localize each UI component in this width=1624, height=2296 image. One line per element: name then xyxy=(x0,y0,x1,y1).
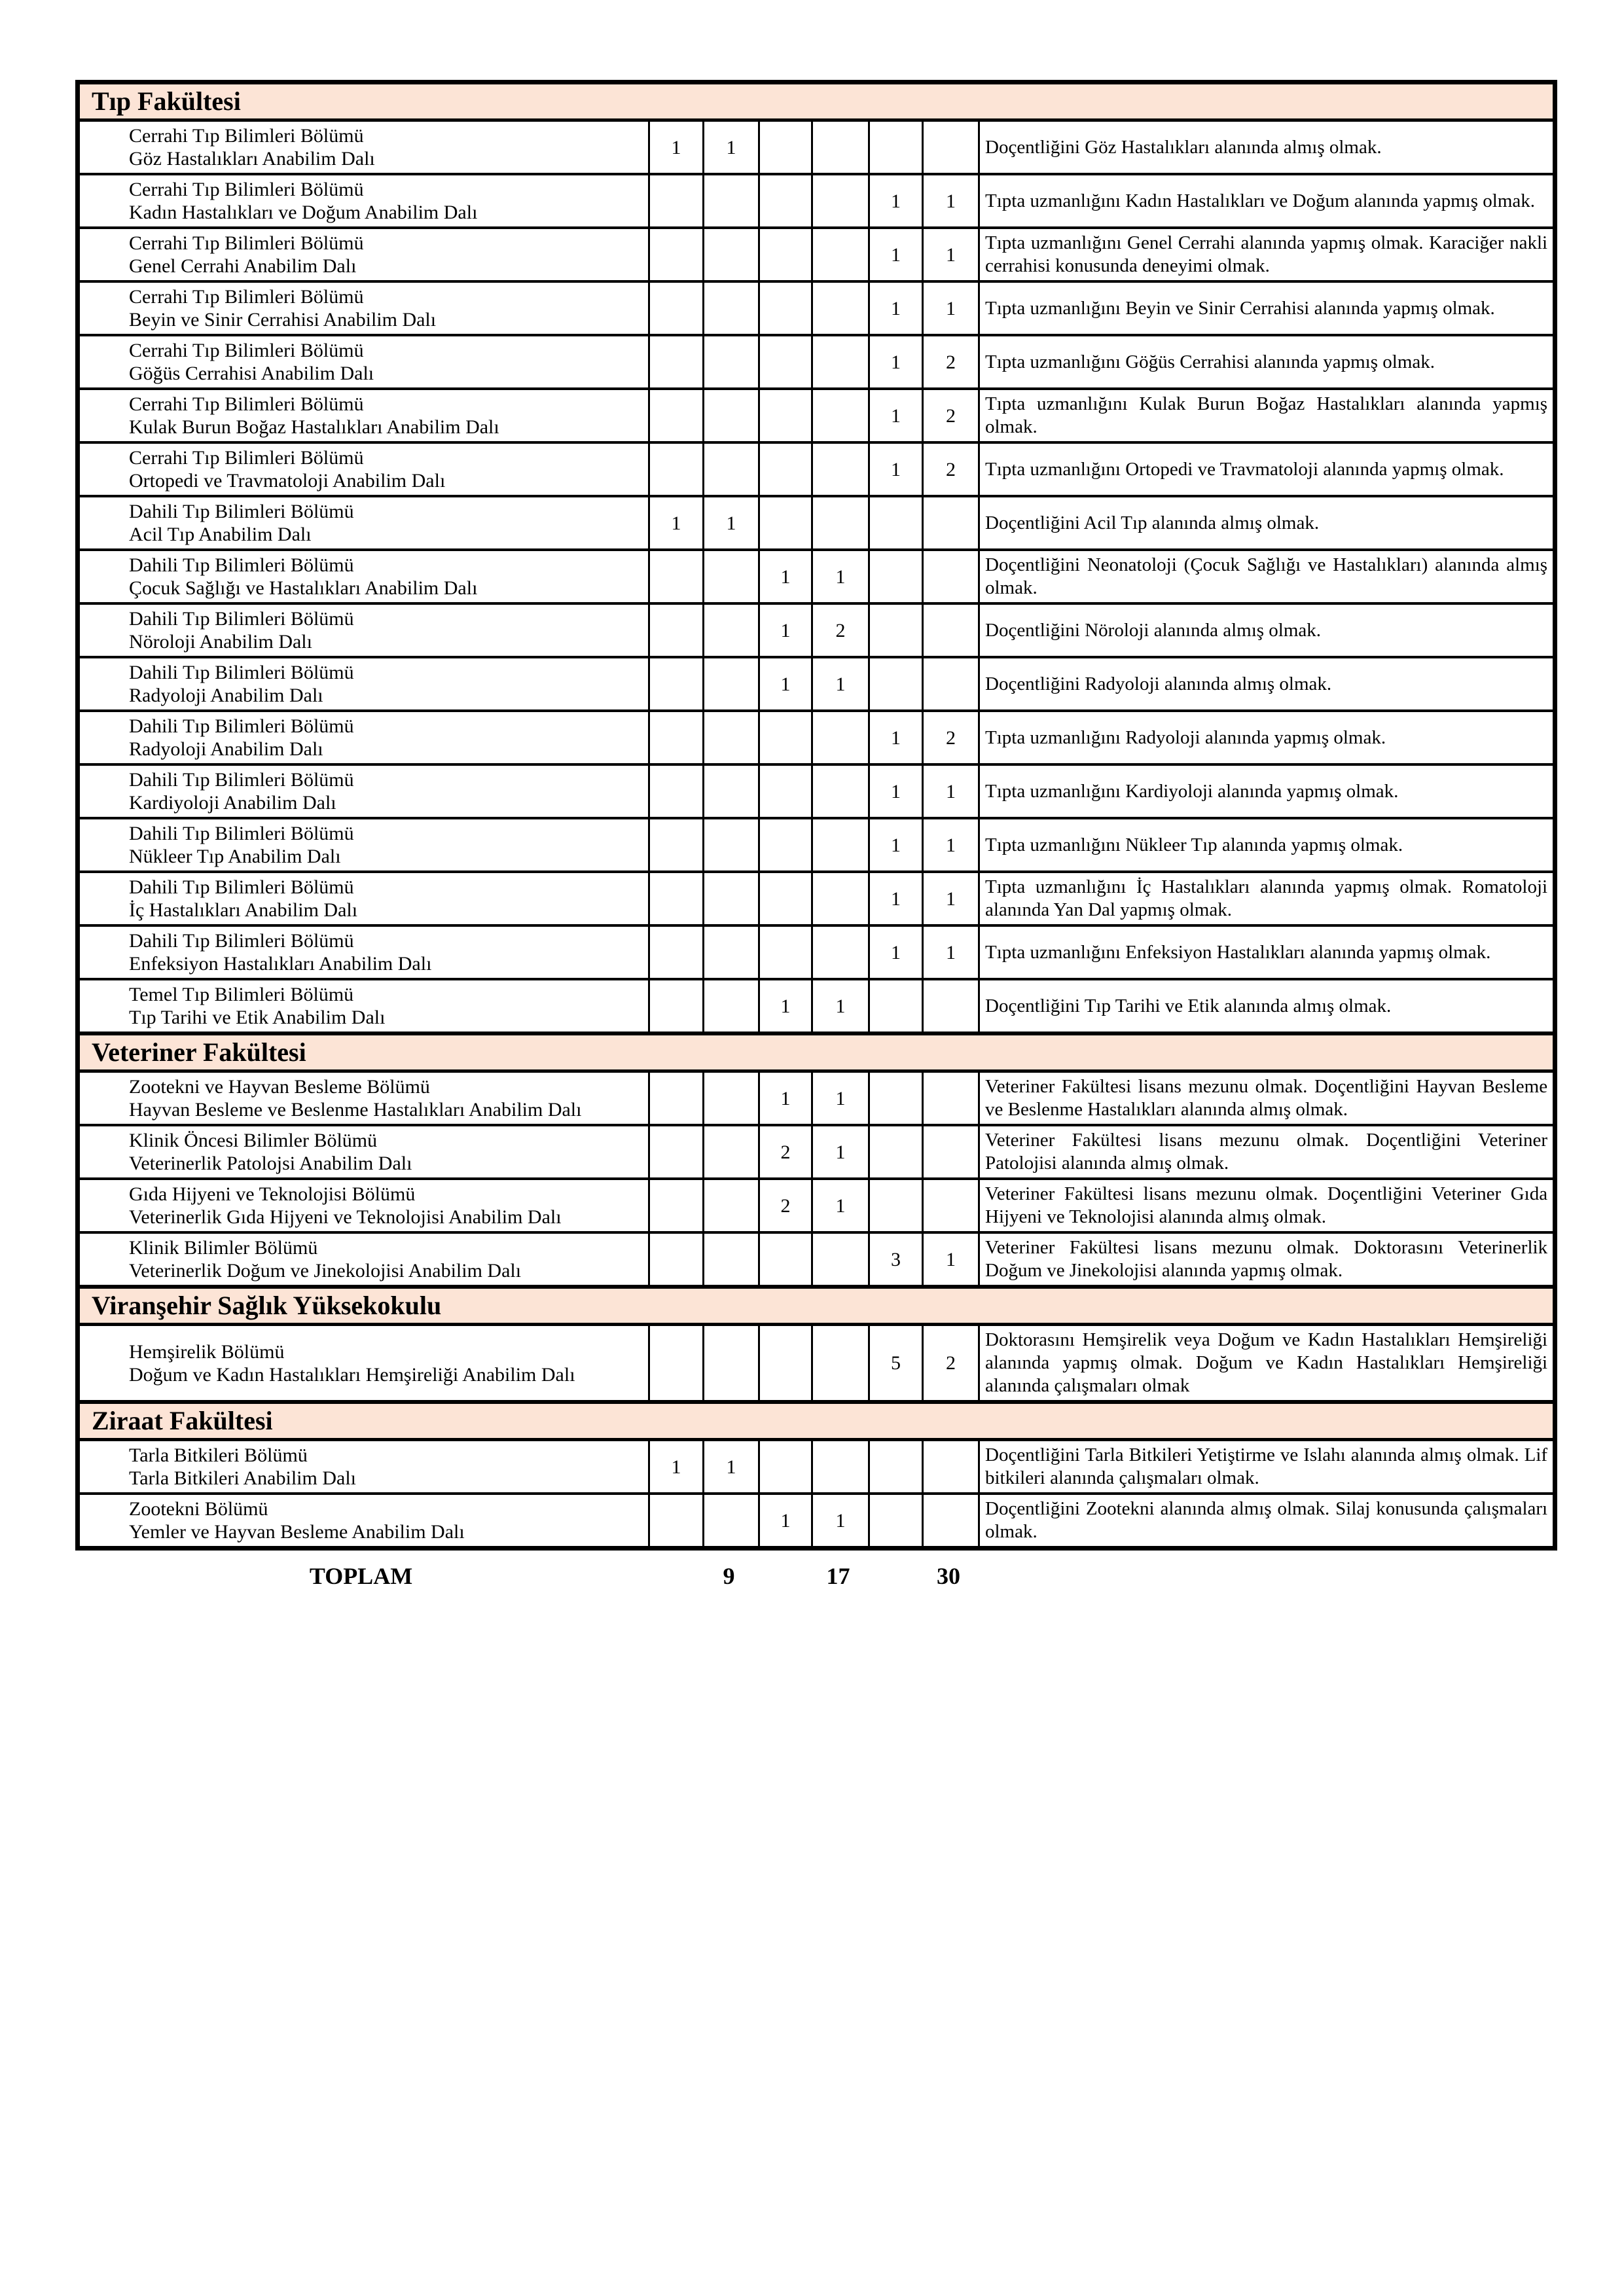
count-col-6: 2 xyxy=(923,711,979,764)
count-col-3 xyxy=(759,335,812,389)
count-col-5: 1 xyxy=(869,711,923,764)
table-row xyxy=(78,550,1555,603)
totals-label: TOPLAM xyxy=(309,1563,413,1589)
program-name: Doğum ve Kadın Hastalıkları Hemşireliği Anabilim Dalı xyxy=(129,1363,575,1386)
count-col-6: 2 xyxy=(923,335,979,389)
page xyxy=(75,80,1553,1609)
department-cell xyxy=(78,1125,649,1179)
program-name: Beyin ve Sinir Cerrahisi Anabilim Dalı xyxy=(129,309,437,331)
requirement-cell: Doçentliğini Acil Tıp alanında almış olmak. xyxy=(979,496,1555,550)
department-cell xyxy=(78,174,649,228)
count-col-1 xyxy=(649,657,704,711)
count-col-3: 1 xyxy=(759,979,812,1033)
count-col-4: 1 xyxy=(812,550,869,603)
count-col-3 xyxy=(759,1232,812,1287)
department-name: Dahili Tıp Bilimleri Bölümü xyxy=(129,769,354,791)
count-col-5 xyxy=(869,1071,923,1126)
program-name: Çocuk Sağlığı ve Hastalıkları Anabilim Dalı xyxy=(129,577,478,599)
count-col-1 xyxy=(649,228,704,281)
count-col-3 xyxy=(759,872,812,925)
count-col-1 xyxy=(649,603,704,657)
count-col-2 xyxy=(704,872,759,925)
count-col-1: 1 xyxy=(649,1440,704,1494)
count-col-1: 1 xyxy=(649,120,704,175)
department-cell xyxy=(78,872,649,925)
count-col-1 xyxy=(649,442,704,496)
count-col-5 xyxy=(869,120,923,175)
department-name: Cerrahi Tıp Bilimleri Bölümü xyxy=(129,125,364,147)
department-cell xyxy=(78,925,649,979)
count-col-5: 1 xyxy=(869,389,923,442)
count-col-5 xyxy=(869,1179,923,1232)
count-col-6 xyxy=(923,496,979,550)
program-name: Kadın Hastalıkları ve Doğum Anabilim Dalı xyxy=(129,202,478,223)
count-col-6 xyxy=(923,550,979,603)
department-cell xyxy=(78,1325,649,1403)
department-name: Klinik Bilimler Bölümü xyxy=(129,1237,318,1259)
table-row xyxy=(78,442,1555,496)
count-col-1 xyxy=(649,1125,704,1179)
table-row xyxy=(78,1494,1555,1549)
count-col-4: 1 xyxy=(812,1494,869,1549)
table-row xyxy=(78,1071,1555,1126)
department-cell xyxy=(78,389,649,442)
department-cell xyxy=(78,550,649,603)
count-col-2 xyxy=(704,1179,759,1232)
count-col-3 xyxy=(759,228,812,281)
count-col-3 xyxy=(759,281,812,335)
count-col-6: 2 xyxy=(923,442,979,496)
count-col-6 xyxy=(923,120,979,175)
requirement-cell: Doçentliğini Zootekni alanında almış olmak. Silaj konusunda çalışmaları olmak. xyxy=(979,1494,1555,1549)
program-name: Radyoloji Anabilim Dalı xyxy=(129,738,323,760)
count-col-6: 1 xyxy=(923,281,979,335)
requirement-cell: Veteriner Fakültesi lisans mezunu olmak. Doçentliğini Hayvan Besleme ve Beslenme Hastalıkları alanında almış olmak. xyxy=(979,1071,1555,1126)
count-col-5: 1 xyxy=(869,764,923,818)
count-col-3 xyxy=(759,818,812,872)
count-col-1 xyxy=(649,711,704,764)
count-col-1: 1 xyxy=(649,496,704,550)
count-col-1 xyxy=(649,925,704,979)
count-col-4 xyxy=(812,1325,869,1403)
count-col-4 xyxy=(812,1440,869,1494)
requirement-cell: Veteriner Fakültesi lisans mezunu olmak. Doçentliğini Veteriner Gıda Hijyeni ve Teknolojisi alanında almış olmak. xyxy=(979,1179,1555,1232)
count-col-3 xyxy=(759,764,812,818)
count-col-1 xyxy=(649,979,704,1033)
table-row xyxy=(78,496,1555,550)
count-col-2: 1 xyxy=(704,496,759,550)
count-col-1 xyxy=(649,872,704,925)
count-col-4 xyxy=(812,711,869,764)
count-col-6 xyxy=(923,1125,979,1179)
count-col-6: 1 xyxy=(923,872,979,925)
department-cell xyxy=(78,711,649,764)
requirement-cell: Doçentliğini Neonatoloji (Çocuk Sağlığı ve Hastalıkları) alanında almış olmak. xyxy=(979,550,1555,603)
program-name: Göz Hastalıkları Anabilim Dalı xyxy=(129,148,375,170)
total-count-col6: 30 xyxy=(937,1563,960,1589)
program-name: Genel Cerrahi Anabilim Dalı xyxy=(129,255,357,277)
count-col-6: 1 xyxy=(923,925,979,979)
total-count-col4: 17 xyxy=(826,1563,850,1589)
count-col-5 xyxy=(869,979,923,1033)
department-cell xyxy=(78,1494,649,1549)
count-col-2 xyxy=(704,603,759,657)
count-col-4 xyxy=(812,764,869,818)
count-col-3: 1 xyxy=(759,1494,812,1549)
department-cell xyxy=(78,496,649,550)
count-col-3: 1 xyxy=(759,657,812,711)
department-name: Zootekni Bölümü xyxy=(129,1498,268,1520)
requirement-cell: Doçentliğini Tıp Tarihi ve Etik alanında almış olmak. xyxy=(979,979,1555,1033)
program-name: Acil Tıp Anabilim Dalı xyxy=(129,524,312,545)
count-col-3: 1 xyxy=(759,1071,812,1126)
program-name: Veterinerlik Gıda Hijyeni ve Teknolojisi Anabilim Dalı xyxy=(129,1206,562,1228)
requirement-cell: Tıpta uzmanlığını İç Hastalıkları alanında yapmış olmak. Romatoloji alanında Yan Dal yapmış olmak. xyxy=(979,872,1555,925)
program-name: Tarla Bitkileri Anabilim Dalı xyxy=(129,1467,356,1489)
count-col-2 xyxy=(704,1494,759,1549)
department-cell xyxy=(78,120,649,175)
table-row xyxy=(78,335,1555,389)
count-col-5: 1 xyxy=(869,442,923,496)
count-col-3 xyxy=(759,174,812,228)
table-row xyxy=(78,1125,1555,1179)
count-col-6 xyxy=(923,1179,979,1232)
requirement-cell: Veteriner Fakültesi lisans mezunu olmak. Doçentliğini Veteriner Patolojisi alanında almış olmak. xyxy=(979,1125,1555,1179)
count-col-6: 1 xyxy=(923,1232,979,1287)
department-cell xyxy=(78,603,649,657)
count-col-2 xyxy=(704,979,759,1033)
count-col-4 xyxy=(812,389,869,442)
department-name: Dahili Tıp Bilimleri Bölümü xyxy=(129,823,354,844)
requirement-cell: Tıpta uzmanlığını Kardiyoloji alanında yapmış olmak. xyxy=(979,764,1555,818)
count-col-2 xyxy=(704,1325,759,1403)
count-col-3 xyxy=(759,442,812,496)
department-name: Dahili Tıp Bilimleri Bölümü xyxy=(129,501,354,522)
department-cell xyxy=(78,979,649,1033)
faculty-name: Viranşehir Sağlık Yüksekokulu xyxy=(78,1287,1555,1325)
count-col-5: 1 xyxy=(869,281,923,335)
count-col-2 xyxy=(704,228,759,281)
table-row xyxy=(78,174,1555,228)
count-col-6: 2 xyxy=(923,389,979,442)
department-cell xyxy=(78,1179,649,1232)
count-col-4 xyxy=(812,228,869,281)
count-col-3: 1 xyxy=(759,603,812,657)
requirement-cell: Doçentliğini Radyoloji alanında almış olmak. xyxy=(979,657,1555,711)
count-col-2 xyxy=(704,925,759,979)
count-col-3 xyxy=(759,496,812,550)
count-col-6 xyxy=(923,1494,979,1549)
table-row xyxy=(78,979,1555,1033)
table-row xyxy=(78,711,1555,764)
table-row xyxy=(78,120,1555,175)
count-col-4: 1 xyxy=(812,1179,869,1232)
count-col-4 xyxy=(812,818,869,872)
requirement-cell: Veteriner Fakültesi lisans mezunu olmak. Doktorasını Veterinerlik Doğum ve Jinekolojisi alanında yapmış olmak. xyxy=(979,1232,1555,1287)
requirement-cell: Doktorasını Hemşirelik veya Doğum ve Kadın Hastalıkları Hemşireliği alanında yapmış olmak. Doğum ve Kadın Hastalıkları Hemşireliği alanında çalışmaları olmak xyxy=(979,1325,1555,1403)
department-name: Zootekni ve Hayvan Besleme Bölümü xyxy=(129,1076,430,1098)
table-row xyxy=(78,389,1555,442)
count-col-1 xyxy=(649,281,704,335)
table-row xyxy=(78,1440,1555,1494)
program-name: İç Hastalıkları Anabilim Dalı xyxy=(129,899,358,921)
count-col-1 xyxy=(649,1232,704,1287)
count-col-5: 1 xyxy=(869,174,923,228)
count-col-5 xyxy=(869,550,923,603)
table-row xyxy=(78,603,1555,657)
count-col-5 xyxy=(869,1494,923,1549)
count-col-6 xyxy=(923,1071,979,1126)
department-name: Klinik Öncesi Bilimler Bölümü xyxy=(129,1130,378,1151)
department-name: Dahili Tıp Bilimleri Bölümü xyxy=(129,715,354,737)
count-col-2 xyxy=(704,442,759,496)
department-name: Cerrahi Tıp Bilimleri Bölümü xyxy=(129,286,364,308)
count-col-3 xyxy=(759,1440,812,1494)
count-col-4: 1 xyxy=(812,979,869,1033)
count-col-2 xyxy=(704,281,759,335)
department-name: Dahili Tıp Bilimleri Bölümü xyxy=(129,554,354,576)
count-col-6: 1 xyxy=(923,764,979,818)
department-name: Dahili Tıp Bilimleri Bölümü xyxy=(129,876,354,898)
count-col-1 xyxy=(649,550,704,603)
count-col-2 xyxy=(704,657,759,711)
department-name: Hemşirelik Bölümü xyxy=(129,1340,285,1363)
program-name: Ortopedi ve Travmatoloji Anabilim Dalı xyxy=(129,470,446,492)
count-col-5: 1 xyxy=(869,818,923,872)
count-col-6: 2 xyxy=(923,1325,979,1403)
count-col-3 xyxy=(759,925,812,979)
program-name: Veterinerlik Doğum ve Jinekolojisi Anabilim Dalı xyxy=(129,1260,522,1282)
department-name: Dahili Tıp Bilimleri Bölümü xyxy=(129,608,354,630)
department-name: Cerrahi Tıp Bilimleri Bölümü xyxy=(129,393,364,415)
count-col-4: 2 xyxy=(812,603,869,657)
count-col-3: 2 xyxy=(759,1125,812,1179)
requirement-cell: Tıpta uzmanlığını Radyoloji alanında yapmış olmak. xyxy=(979,711,1555,764)
department-name: Dahili Tıp Bilimleri Bölümü xyxy=(129,662,354,683)
academic-positions-table xyxy=(75,80,1557,1551)
count-col-5 xyxy=(869,1440,923,1494)
count-col-4 xyxy=(812,335,869,389)
count-col-4 xyxy=(812,1232,869,1287)
requirement-cell: Tıpta uzmanlığını Kulak Burun Boğaz Hastalıkları alanında yapmış olmak. xyxy=(979,389,1555,442)
count-col-5 xyxy=(869,657,923,711)
requirement-cell: Doçentliğini Tarla Bitkileri Yetiştirme ve Islahı alanında almış olmak. Lif bitkileri alanında çalışmaları olmak. xyxy=(979,1440,1555,1494)
total-count-col2: 9 xyxy=(723,1563,735,1589)
program-name: Hayvan Besleme ve Beslenme Hastalıkları Anabilim Dalı xyxy=(129,1099,582,1121)
count-col-1 xyxy=(649,389,704,442)
department-name: Cerrahi Tıp Bilimleri Bölümü xyxy=(129,232,364,254)
faculty-name: Veteriner Fakültesi xyxy=(78,1033,1555,1071)
count-col-5: 1 xyxy=(869,228,923,281)
department-name: Cerrahi Tıp Bilimleri Bölümü xyxy=(129,340,364,361)
table-row xyxy=(78,1232,1555,1287)
program-name: Nükleer Tıp Anabilim Dalı xyxy=(129,846,341,867)
count-col-4 xyxy=(812,174,869,228)
count-col-1 xyxy=(649,1071,704,1126)
count-col-2 xyxy=(704,764,759,818)
department-cell xyxy=(78,657,649,711)
count-col-4 xyxy=(812,442,869,496)
count-col-2 xyxy=(704,550,759,603)
count-col-5: 1 xyxy=(869,872,923,925)
count-col-2 xyxy=(704,174,759,228)
count-col-3: 2 xyxy=(759,1179,812,1232)
department-name: Cerrahi Tıp Bilimleri Bölümü xyxy=(129,179,364,200)
requirement-cell: Doçentliğini Göz Hastalıkları alanında almış olmak. xyxy=(979,120,1555,175)
table-row xyxy=(78,281,1555,335)
count-col-6: 1 xyxy=(923,174,979,228)
count-col-5 xyxy=(869,496,923,550)
count-col-5: 1 xyxy=(869,335,923,389)
department-cell xyxy=(78,442,649,496)
count-col-6 xyxy=(923,603,979,657)
count-col-4 xyxy=(812,120,869,175)
count-col-2 xyxy=(704,1071,759,1126)
faculty-name: Ziraat Fakültesi xyxy=(78,1402,1555,1440)
count-col-1 xyxy=(649,174,704,228)
department-name: Temel Tıp Bilimleri Bölümü xyxy=(129,984,354,1005)
department-cell xyxy=(78,335,649,389)
faculty-section-header xyxy=(78,1402,1555,1440)
count-col-3 xyxy=(759,711,812,764)
count-col-5: 1 xyxy=(869,925,923,979)
count-col-4 xyxy=(812,872,869,925)
count-col-3: 1 xyxy=(759,550,812,603)
department-name: Cerrahi Tıp Bilimleri Bölümü xyxy=(129,447,364,469)
count-col-6: 1 xyxy=(923,228,979,281)
count-col-1 xyxy=(649,335,704,389)
count-col-1 xyxy=(649,818,704,872)
count-col-6 xyxy=(923,1440,979,1494)
department-name: Dahili Tıp Bilimleri Bölümü xyxy=(129,930,354,952)
department-name: Gıda Hijyeni ve Teknolojisi Bölümü xyxy=(129,1183,416,1205)
requirement-cell: Tıpta uzmanlığını Beyin ve Sinir Cerrahisi alanında yapmış olmak. xyxy=(979,281,1555,335)
count-col-2 xyxy=(704,1232,759,1287)
count-col-3 xyxy=(759,1325,812,1403)
count-col-6 xyxy=(923,979,979,1033)
count-col-2: 1 xyxy=(704,1440,759,1494)
count-col-2 xyxy=(704,389,759,442)
program-name: Enfeksiyon Hastalıkları Anabilim Dalı xyxy=(129,953,432,975)
count-col-4 xyxy=(812,496,869,550)
table-row xyxy=(78,1325,1555,1403)
count-col-2: 1 xyxy=(704,120,759,175)
count-col-2 xyxy=(704,335,759,389)
department-cell xyxy=(78,1440,649,1494)
count-col-5: 5 xyxy=(869,1325,923,1403)
table-row xyxy=(78,764,1555,818)
program-name: Kardiyoloji Anabilim Dalı xyxy=(129,792,336,814)
count-col-1 xyxy=(649,1494,704,1549)
department-cell xyxy=(78,764,649,818)
requirement-cell: Tıpta uzmanlığını Enfeksiyon Hastalıkları alanında yapmış olmak. xyxy=(979,925,1555,979)
count-col-6: 1 xyxy=(923,818,979,872)
count-col-1 xyxy=(649,1179,704,1232)
program-name: Yemler ve Hayvan Besleme Anabilim Dalı xyxy=(129,1521,465,1543)
table-row xyxy=(78,872,1555,925)
requirement-cell: Tıpta uzmanlığını Nükleer Tıp alanında yapmış olmak. xyxy=(979,818,1555,872)
count-col-5 xyxy=(869,1125,923,1179)
requirement-cell: Tıpta uzmanlığını Kadın Hastalıkları ve Doğum alanında yapmış olmak. xyxy=(979,174,1555,228)
totals-row xyxy=(75,1551,1553,1609)
faculty-section-header xyxy=(78,82,1555,120)
count-col-4 xyxy=(812,281,869,335)
department-cell xyxy=(78,228,649,281)
count-col-2 xyxy=(704,711,759,764)
requirement-cell: Tıpta uzmanlığını Ortopedi ve Travmatoloji alanında yapmış olmak. xyxy=(979,442,1555,496)
department-cell xyxy=(78,818,649,872)
faculty-section-header xyxy=(78,1287,1555,1325)
count-col-2 xyxy=(704,1125,759,1179)
count-col-4: 1 xyxy=(812,1071,869,1126)
count-col-2 xyxy=(704,818,759,872)
program-name: Veterinerlik Patolojsi Anabilim Dalı xyxy=(129,1153,412,1174)
faculty-name: Tıp Fakültesi xyxy=(78,82,1555,120)
program-name: Tıp Tarihi ve Etik Anabilim Dalı xyxy=(129,1007,386,1028)
faculty-section-header xyxy=(78,1033,1555,1071)
count-col-3 xyxy=(759,389,812,442)
count-col-3 xyxy=(759,120,812,175)
table-row xyxy=(78,228,1555,281)
department-cell xyxy=(78,281,649,335)
program-name: Nöroloji Anabilim Dalı xyxy=(129,631,312,653)
requirement-cell: Tıpta uzmanlığını Göğüs Cerrahisi alanında yapmış olmak. xyxy=(979,335,1555,389)
requirement-cell: Doçentliğini Nöroloji alanında almış olmak. xyxy=(979,603,1555,657)
count-col-5 xyxy=(869,603,923,657)
count-col-4 xyxy=(812,925,869,979)
department-name: Tarla Bitkileri Bölümü xyxy=(129,1444,308,1466)
count-col-4: 1 xyxy=(812,657,869,711)
count-col-1 xyxy=(649,764,704,818)
department-cell xyxy=(78,1232,649,1287)
count-col-5: 3 xyxy=(869,1232,923,1287)
count-col-4: 1 xyxy=(812,1125,869,1179)
table-row xyxy=(78,818,1555,872)
program-name: Radyoloji Anabilim Dalı xyxy=(129,685,323,706)
department-cell xyxy=(78,1071,649,1126)
count-col-6 xyxy=(923,657,979,711)
program-name: Göğüs Cerrahisi Anabilim Dalı xyxy=(129,363,374,384)
requirement-cell: Tıpta uzmanlığını Genel Cerrahi alanında yapmış olmak. Karaciğer nakli cerrahisi konusunda deneyimi olmak. xyxy=(979,228,1555,281)
table-row xyxy=(78,925,1555,979)
table-row xyxy=(78,657,1555,711)
table-row xyxy=(78,1179,1555,1232)
program-name: Kulak Burun Boğaz Hastalıkları Anabilim Dalı xyxy=(129,416,499,438)
count-col-1 xyxy=(649,1325,704,1403)
